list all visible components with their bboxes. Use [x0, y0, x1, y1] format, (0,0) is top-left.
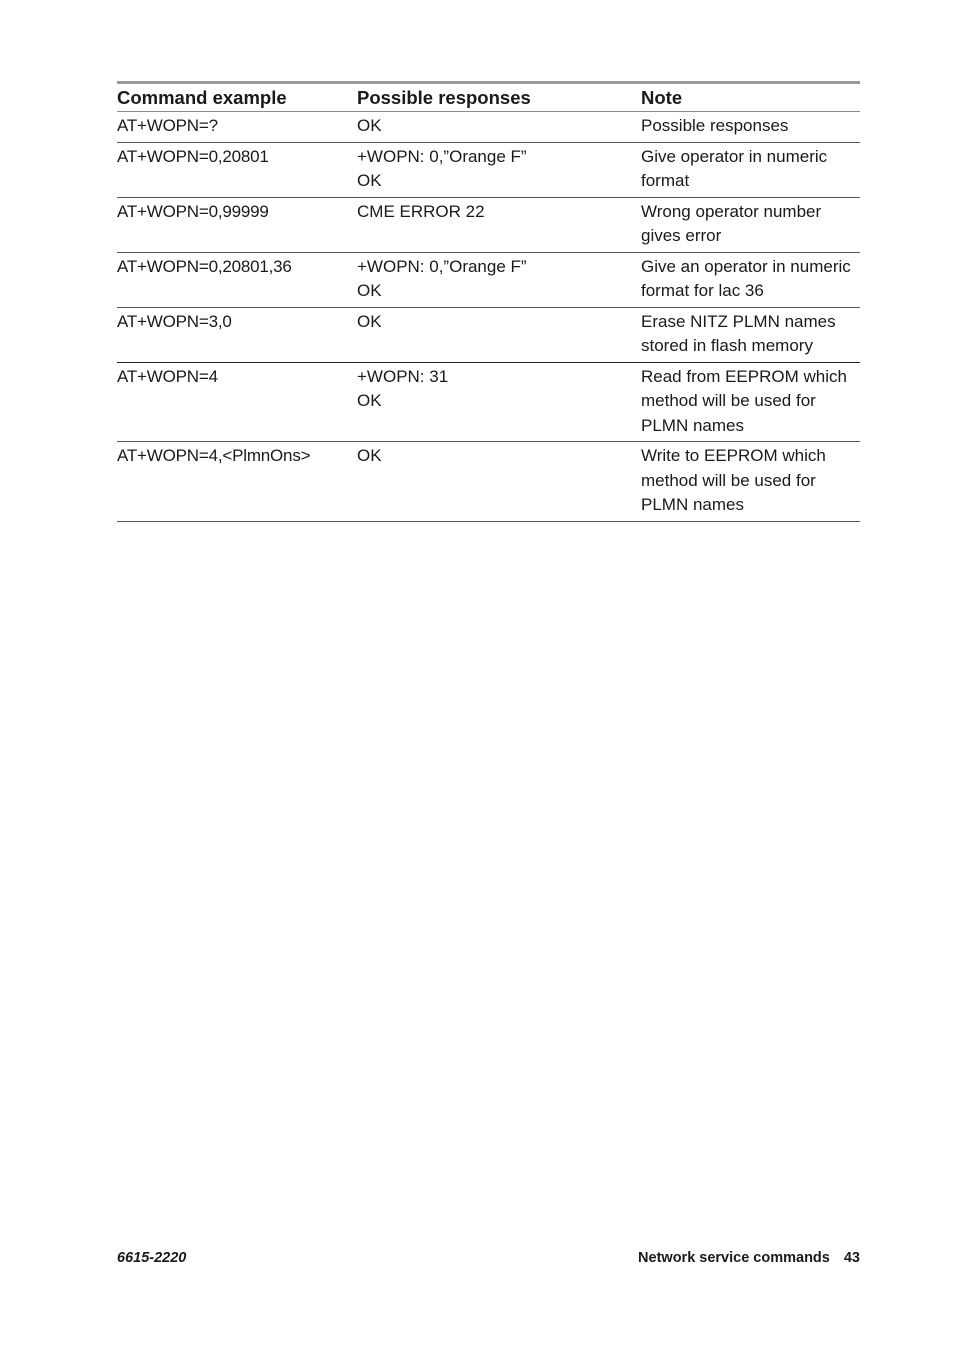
- response-line: +WOPN: 0,”Orange F”: [357, 146, 527, 166]
- response-line: OK: [357, 171, 382, 190]
- footer-doc-number: 6615-2220: [117, 1250, 187, 1266]
- footer-section-page: [638, 1250, 860, 1266]
- response-line: OK: [357, 446, 382, 465]
- footer-section-title: Network service commands: [638, 1250, 830, 1266]
- command-table-container: [117, 81, 860, 522]
- table-header-row: [117, 84, 860, 112]
- table-row: [117, 142, 860, 197]
- response-line: OK: [357, 281, 382, 300]
- command-cell: AT+WOPN=4: [117, 362, 357, 442]
- command-cell: AT+WOPN=0,20801,36: [117, 252, 357, 307]
- table-row: [117, 362, 860, 442]
- response-cell: [357, 362, 641, 442]
- header-possible-responses: Possible responses: [357, 84, 641, 112]
- response-line: +WOPN: 0,”Orange F”: [357, 256, 527, 276]
- command-cell: AT+WOPN=4,<PlmnOns>: [117, 442, 357, 522]
- response-cell: [357, 142, 641, 197]
- response-cell: [357, 442, 641, 522]
- table-row: [117, 252, 860, 307]
- table-row: [117, 197, 860, 252]
- command-cell: AT+WOPN=0,20801: [117, 142, 357, 197]
- note-cell: Read from EEPROM which method will be used for PLMN names: [641, 362, 860, 442]
- note-cell: Possible responses: [641, 112, 860, 143]
- response-cell: [357, 112, 641, 143]
- command-cell: AT+WOPN=0,99999: [117, 197, 357, 252]
- note-cell: Give an operator in numeric format for lac 36: [641, 252, 860, 307]
- response-line: CME ERROR 22: [357, 201, 485, 221]
- header-note: Note: [641, 84, 860, 112]
- footer-page-number: 43: [843, 1250, 860, 1266]
- command-cell: AT+WOPN=?: [117, 112, 357, 143]
- response-cell: [357, 307, 641, 362]
- header-command-example: Command example: [117, 84, 357, 112]
- note-cell: Wrong operator number gives error: [641, 197, 860, 252]
- response-line: OK: [357, 391, 382, 410]
- response-line: +WOPN: 31: [357, 366, 449, 386]
- response-line: OK: [357, 311, 382, 331]
- response-line: OK: [357, 116, 382, 135]
- table-row: [117, 442, 860, 522]
- note-cell: Erase NITZ PLMN names stored in flash memory: [641, 307, 860, 362]
- table-row: [117, 307, 860, 362]
- response-cell: [357, 197, 641, 252]
- response-cell: [357, 252, 641, 307]
- table-row: [117, 112, 860, 143]
- note-cell: Write to EEPROM which method will be used for PLMN names: [641, 442, 860, 522]
- note-cell: Give operator in numeric format: [641, 142, 860, 197]
- command-table: [117, 84, 860, 522]
- command-cell: AT+WOPN=3,0: [117, 307, 357, 362]
